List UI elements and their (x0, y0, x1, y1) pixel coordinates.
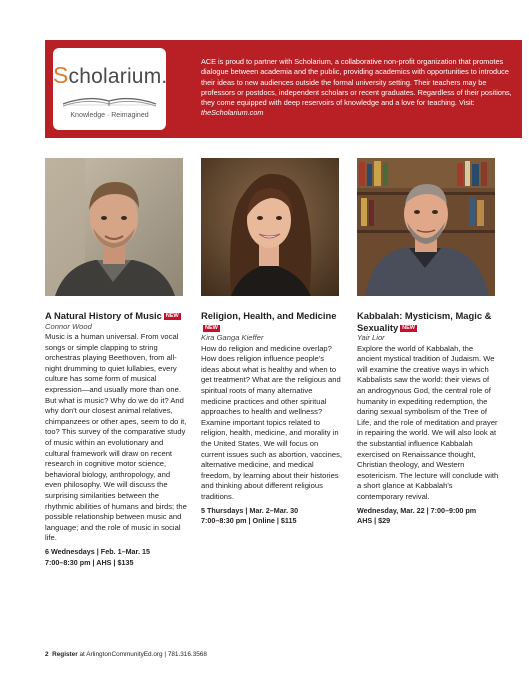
logo-tagline: Knowledge · Reimagined (70, 112, 149, 119)
course-description: Explore the world of Kabbalah, the ancient mystical tradition of Judaism. We will examine the creative ways in which Kabbalists saw the world: their views of an androgynous God, the central role of humanity in expediting redemption, the daring sexual symbolism of the Tree of Life, and the role of meditation and prayer in repairing the world. We will also look at the substantial influence Kabbalah exercised on Renaissance thought, Christian theology, and Western esotericism. The lecture will conclude with a short glance at Kabbalah's contemporary revival. (357, 343, 499, 501)
course-time-location-price: 7:00–8:30 pm | AHS | $135 (45, 557, 134, 567)
logo-wordmark: Scholarium. (53, 62, 168, 88)
course-time-location-price: 7:00–8:30 pm | Online | $115 (201, 516, 297, 526)
photo-yair-lior (357, 158, 495, 296)
photo-kira-ganga-kieffer (201, 158, 339, 296)
page-footer (45, 651, 207, 658)
course-schedule (45, 547, 187, 568)
course-description: Music is a human universal. From vocal songs or simple clapping to string orchestras playing Beethoven, from all-night drumming to quiet lullabies, every culture has some form of musical expression—and usually more than one. But what is music? Why do we do it? And why don't our closest animal relatives, chimpanzees or other apes, seem to do it, too? This survey of the comparative study of music within an evolutionary and cultural framework will draw on recent research in cognitive motor science, behavioral biology, anthropology, and even philosophy. We will discuss the surprising similarities between the rhythmic abilities of humans and birds; the possible relationship between music and language; and the role of music in social life. (45, 332, 187, 543)
register-info[interactable]: at ArlingtonCommunityEd.org | 781.316.3568 (79, 651, 207, 658)
banner-body: ACE is proud to partner with Scholarium, a collaborative non-profit organization that promotes dialogue between academia and the public, providing academics with opportunities to introduce their ideas to new audiences outside the formal university setting. Their teachers may be professors or postdocs, independent scholars or recent graduates. Regardless of their positions, they come equipped with deep reservoirs of knowledge and a love for teaching. Visit: (201, 57, 512, 108)
page-number: 2 (45, 651, 49, 658)
photo-connor-wood (45, 158, 183, 296)
course-religion-health-medicine (201, 310, 343, 527)
course-instructor: Yair Lior (357, 333, 385, 342)
new-badge: NEW (402, 324, 416, 331)
course-instructor: Kira Ganga Kieffer (201, 333, 264, 342)
course-title: Kabbalah: Mysticism, Magic & Sexuality NEW (357, 310, 492, 333)
scholarium-logo (53, 48, 166, 130)
course-dates: 6 Wednesdays | Feb. 1–Mar. 15 (45, 546, 150, 556)
course-dates: Wednesday, Mar. 22 | 7:00–9:00 pm (357, 505, 477, 515)
register-label: Register (52, 651, 78, 658)
course-time-location-price: AHS | $29 (357, 516, 391, 526)
course-natural-history-of-music (45, 310, 187, 568)
course-dates: 5 Thursdays | Mar. 2–Mar. 30 (201, 505, 299, 515)
scholarium-banner (45, 40, 522, 138)
new-badge: NEW (165, 313, 179, 319)
course-description: How do religion and medicine overlap? How does religion influence people's ideas about what is healthy and when to get treatment? What are the religious and spiritual roots of many alternative medicine practices and other spiritual approaches to health and wellness? Examine important topics related to religion, health, medicine, and morality in the United States. We will focus on current issues such as abortion, vaccines, alternative medicine, and medical freedom, by learning about their histories and thinking about different religious traditions. (201, 343, 342, 501)
course-kabbalah (357, 310, 499, 527)
new-badge: NEW (205, 324, 218, 331)
open-book-icon (59, 92, 160, 108)
scholarium-link[interactable]: theScholarium.com (201, 108, 264, 118)
course-schedule (357, 506, 499, 527)
course-title: A Natural History of Music NEW (45, 310, 179, 321)
banner-description (201, 57, 513, 119)
course-schedule (201, 506, 343, 527)
course-instructor: Connor Wood (45, 321, 92, 331)
course-title: Religion, Health, and MedicineNEW (201, 310, 337, 331)
